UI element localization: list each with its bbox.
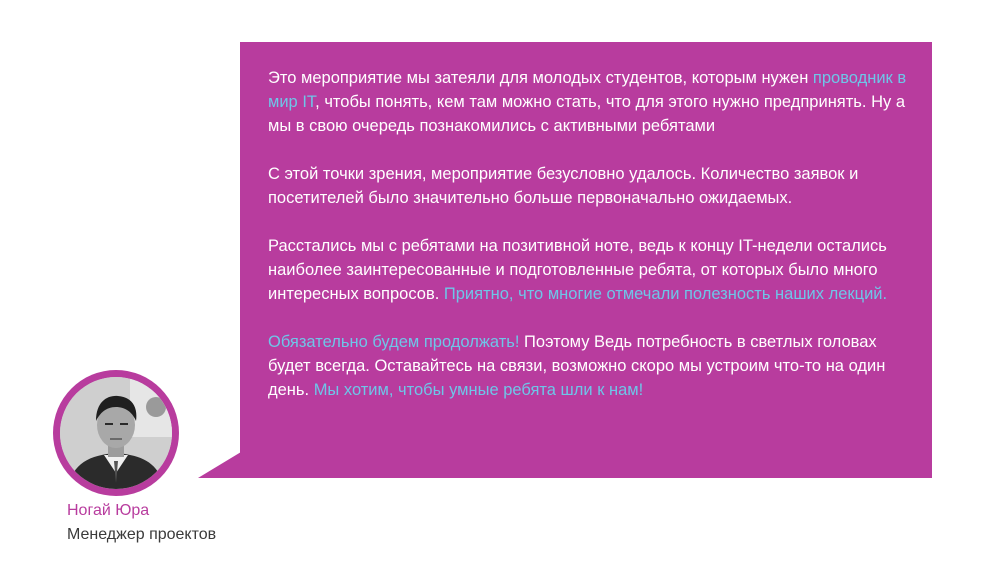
highlight-text: проводник в мир IT <box>268 69 907 111</box>
avatar <box>53 370 179 496</box>
person-portrait-icon <box>60 377 172 489</box>
quote-paragraph-4: Обязательно будем продолжать! Поэтому Ведь потребность в светлых головах будет всегда. Оставайтесь на связи, возможно скоро мы устроим что-то на один день. Мы хотим, чтобы умные ребята шли к нам! <box>268 333 886 399</box>
highlight-text: Приятно, что многие отмечали полезность наших лекций. <box>443 285 888 303</box>
highlight-text: Обязательно будем продолжать! <box>268 333 520 351</box>
author-role: Менеджер проектов <box>67 526 217 543</box>
highlight-text: Мы хотим, чтобы умные ребята шли к нам! <box>313 381 644 399</box>
quote-paragraph-2: С этой точки зрения, мероприятие безусловно удалось. Количество заявок и посетителей было значительно больше первоначально ожидаемых. <box>268 165 859 207</box>
quote-paragraph-3: Расстались мы с ребятами на позитивной ноте, ведь к концу IT-недели остались наиболее заинтересованные и подготовленные ребята, от которых было много интересных вопросов. Приятно, что многие отмечали полезность наших лекций. <box>268 237 888 303</box>
avatar-photo <box>60 377 172 489</box>
quote-paragraph-1: Это мероприятие мы затеяли для молодых студентов, которым нужен проводник в мир IT, чтобы понять, кем там можно стать, что для этого нужно предпринять. Ну а мы в свою очередь познакомились с активными ребятами <box>268 69 907 135</box>
testimonial-quote <box>268 66 908 426</box>
author-name: Ногай Юра <box>67 502 150 519</box>
